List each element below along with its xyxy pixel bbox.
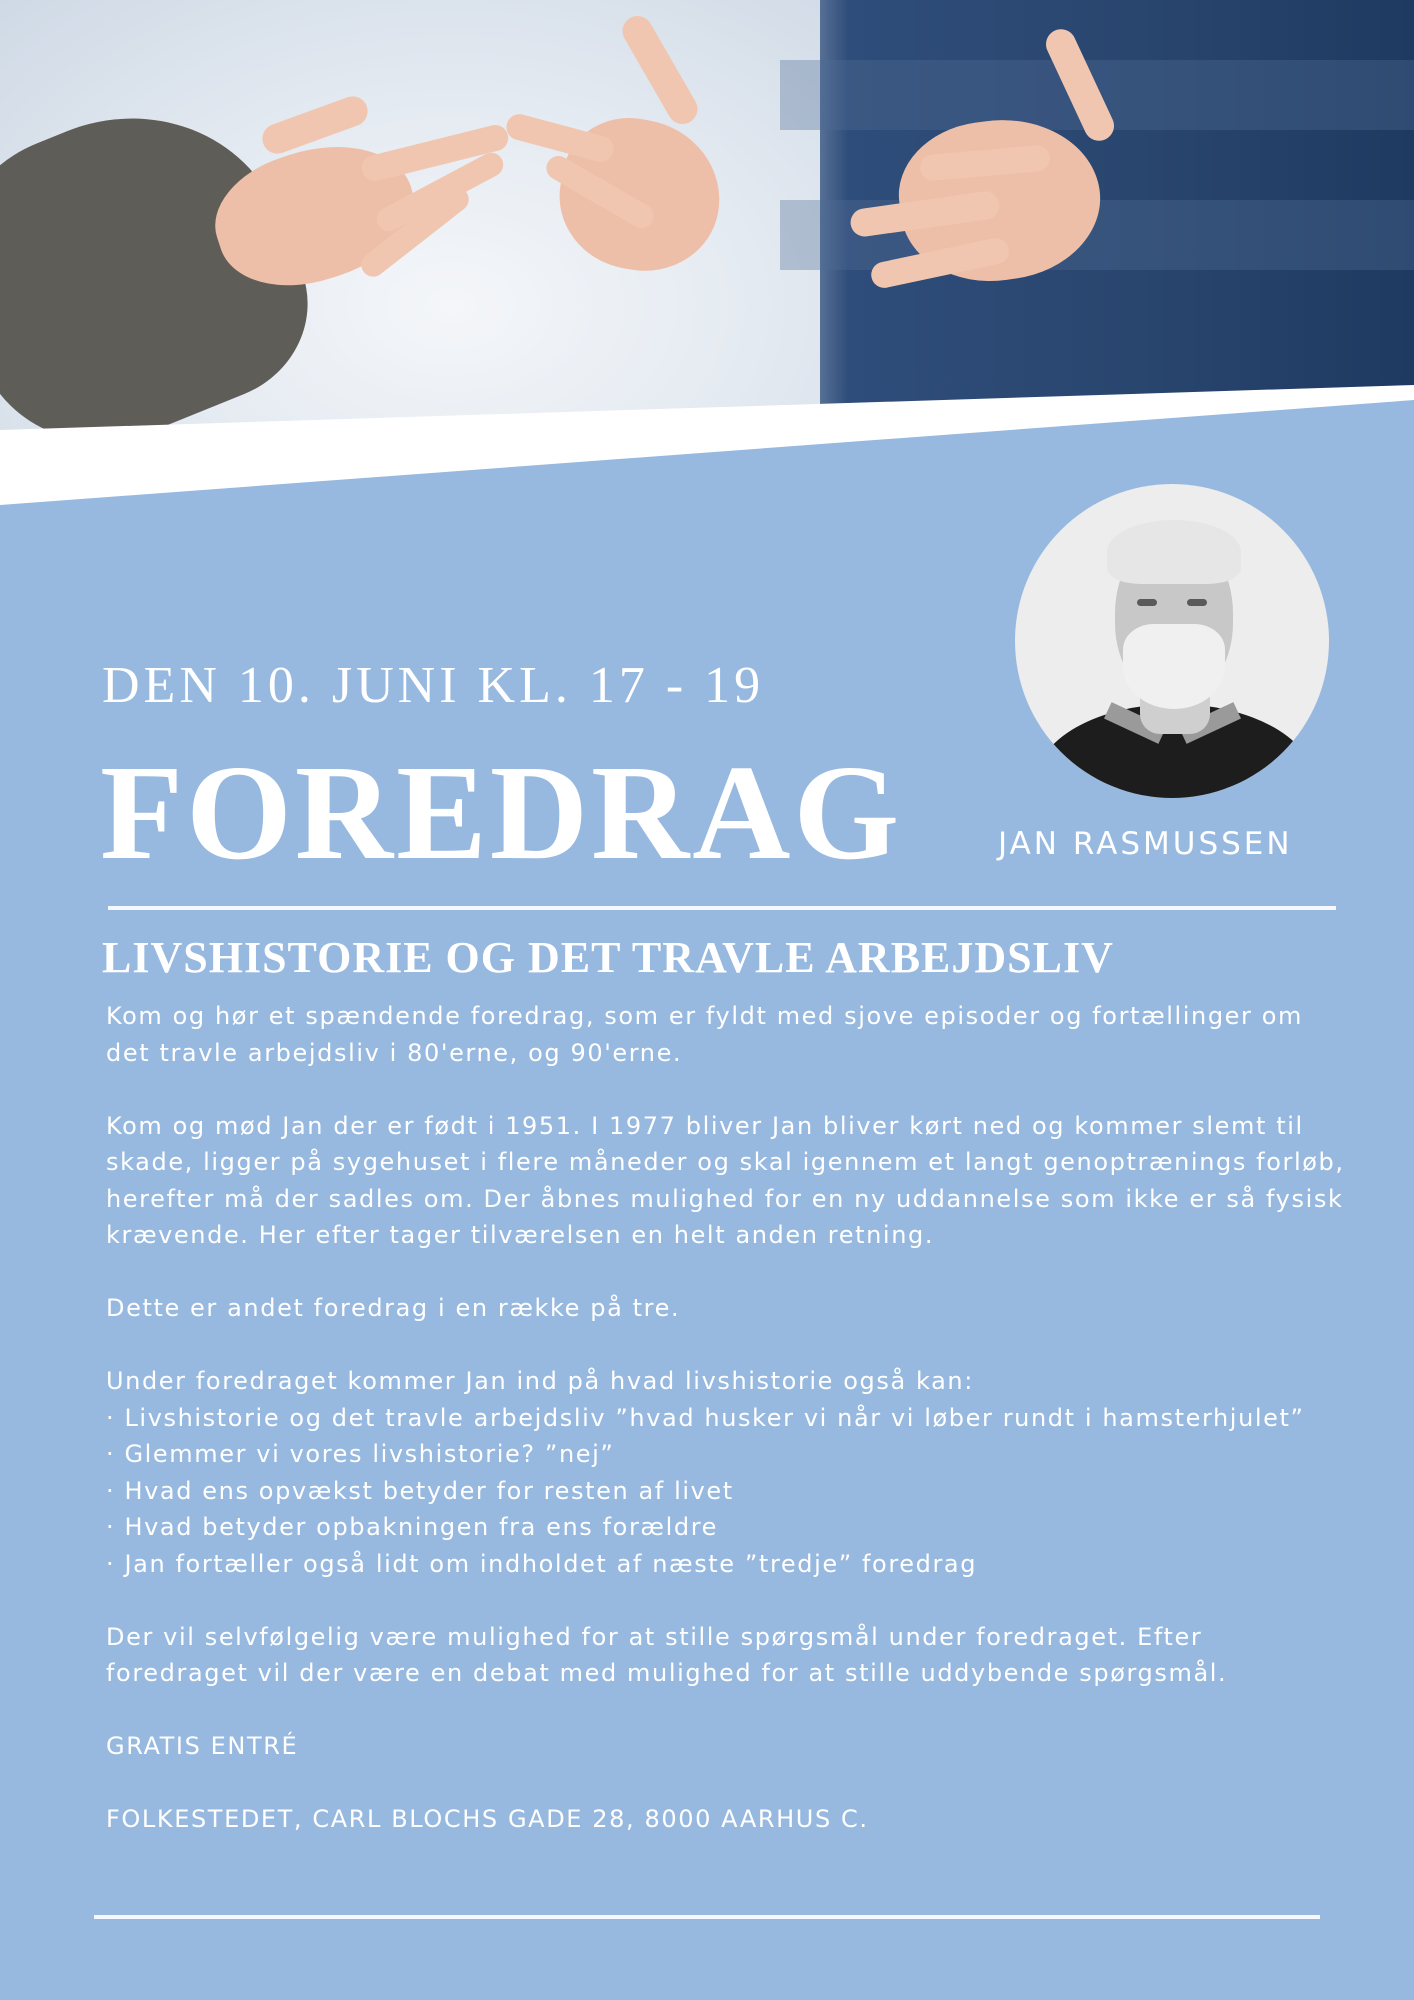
event-description [106,998,1346,1838]
speaker-portrait [1015,484,1329,798]
list-item: · Hvad betyder opbakningen fra ens forældre [106,1513,719,1541]
event-date: DEN 10. JUNI KL. 17 - 19 [102,657,765,714]
hero-photo [0,0,1414,510]
slanted-divider [0,0,1414,510]
speaker-name: JAN RASMUSSEN [998,826,1293,862]
portrait-eye [1137,599,1157,606]
portrait-beard [1123,624,1225,709]
bottom-divider [94,1915,1320,1919]
intro-paragraph: Kom og hør et spændende foredrag, som er fyldt med sjove episoder og fortællinger om det travle arbejdsliv i 80'erne, og 90'erne. [106,1002,1304,1067]
venue-address: FOLKESTEDET, CARL BLOCHS GADE 28, 8000 AARHUS C. [106,1805,869,1833]
portrait-hair [1107,520,1241,584]
list-item: · Hvad ens opvækst betyder for resten af livet [106,1476,734,1505]
top-divider [108,906,1336,910]
story-paragraph: Kom og mød Jan der er født i 1951. I 1977 bliver Jan bliver kørt ned og kommer slemt til skade, ligger på sygehuset i flere måneder og skal igennem et langt genoptrænings forløb, herefter må der sadles om. Der åbnes mulighed for en ny uddannelse som ikke er så fysisk krævende. Her efter tager tilværelsen en helt anden retning. [106,1111,1345,1249]
list-item: · Livshistorie og det travle arbejdsliv ”hvad husker vi når vi løber rundt i hamsterhjulet” [106,1403,1305,1432]
list-item: · Glemmer vi vores livshistorie? ”nej” [106,1440,615,1468]
series-paragraph: Dette er andet foredrag i en række på tre. [106,1294,681,1322]
list-item: · Jan fortæller også lidt om indholdet af næste ”tredje” foredrag [106,1549,978,1578]
topic-list [106,1400,1346,1583]
portrait-eye [1187,599,1207,606]
event-subtitle: LIVSHISTORIE OG DET TRAVLE ARBEJDSLIV [102,933,1114,982]
list-intro: Under foredraget kommer Jan ind på hvad livshistorie også kan: [106,1367,974,1395]
questions-paragraph: Der vil selvfølgelig være mulighed for at stille spørgsmål under foredraget. Efter foredraget vil der være en debat med mulighed for at stille uddybende spørgsmål. [106,1622,1228,1687]
price-info: GRATIS ENTRÉ [106,1732,299,1760]
event-title: FOREDRAG [100,738,903,888]
